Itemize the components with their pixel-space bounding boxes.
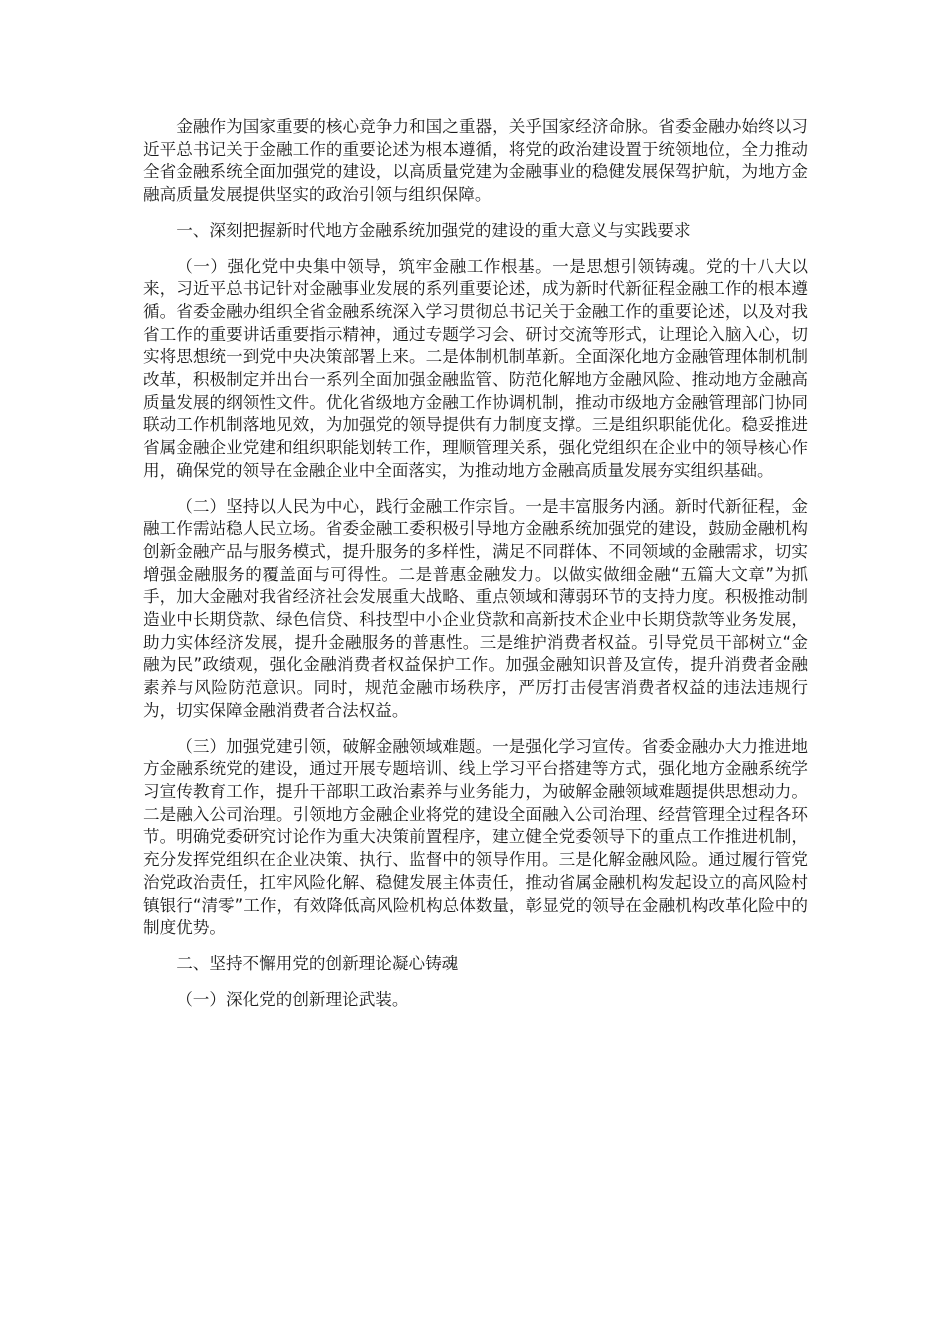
section-heading-1: 一、深刻把握新时代地方金融系统加强党的建设的重大意义与实践要求: [176, 220, 691, 240]
subsection-heading-2-1: （一）深化党的创新理论武装。: [176, 989, 409, 1009]
section-heading-2: 二、坚持不懈用党的创新理论凝心铸魂: [176, 953, 459, 973]
subsection-paragraph-1-3: （三）加强党建引领，破解金融领域难题。一是强化学习宣传。省委金融办大力推进地方金融系统党的建设，通过开展专题培训、线上学习平台搭建等方式，强化地方金融系统学习宣传教育工作，提升干部职工政治素养与业务能力，为破解金融领域难题提供思想动力。二是融入公司治理。引领地方金融企业将党的建设全面融入公司治理、经营管理全过程各环节。明确党委研究讨论作为重大决策前置程序，建立健全党委领导下的重点工作推进机制，充分发挥党组织在企业决策、执行、监督中的领导作用。三是化解金融风险。通过履行管党治党政治责任，扛牢风险化解、稳健发展主体责任，推动省属金融机构发起设立的高风险村镇银行“清零”工作，有效降低高风险机构总体数量，彰显党的领导在金融机构改革化险中的制度优势。: [143, 736, 808, 938]
subsection-paragraph-1-1: （一）强化党中央集中领导，筑牢金融工作根基。一是思想引领铸魂。党的十八大以来，习近平总书记针对金融事业发展的系列重要论述，成为新时代新征程金融工作的根本遵循。省委金融办组织全省金融系统深入学习贯彻总书记关于金融工作的重要论述，以及对我省工作的重要讲话重要指示精神，通过专题学习会、研讨交流等形式，让理论入脑入心，切实将思想统一到党中央决策部署上来。二是体制机制革新。全面深化地方金融管理体制机制改革，积极制定并出台一系列全面加强金融监管、防范化解地方金融风险、推动地方金融高质量发展的纲领性文件。优化省级地方金融工作协调机制，推动市级地方金融管理部门协同联动工作机制落地见效，为加强党的领导提供有力制度支撑。三是组织职能优化。稳妥推进省属金融企业党建和组织职能划转工作，理顺管理关系，强化党组织在企业中的领导核心作用，确保党的领导在金融企业中全面落实，为推动地方金融高质量发展夯实组织基础。: [143, 256, 808, 480]
document-page: [143, 116, 808, 1024]
intro-paragraph: 金融作为国家重要的核心竞争力和国之重器，关乎国家经济命脉。省委金融办始终以习近平总书记关于金融工作的重要论述为根本遵循，将党的政治建设置于统领地位，全力推动全省金融系统全面加强党的建设，以高质量党建为金融事业的稳健发展保驾护航，为地方金融高质量发展提供坚实的政治引领与组织保障。: [143, 117, 808, 205]
subsection-paragraph-1-2: （二）坚持以人民为中心，践行金融工作宗旨。一是丰富服务内涵。新时代新征程，金融工作需站稳人民立场。省委金融工委积极引导地方金融系统加强党的建设，鼓励金融机构创新金融产品与服务模式，提升服务的多样性，满足不同群体、不同领域的金融需求，切实增强金融服务的覆盖面与可得性。二是普惠金融发力。以做实做细金融“五篇大文章”为抓手，加大金融对我省经济社会发展重大战略、重点领域和薄弱环节的支持力度。积极推动制造业中长期贷款、绿色信贷、科技型中小企业贷款和高新技术企业中长期贷款等业务发展，助力实体经济发展，提升金融服务的普惠性。三是维护消费者权益。引导党员干部树立“金融为民”政绩观，强化金融消费者权益保护工作。加强金融知识普及宣传，提升消费者金融素养与风险防范意识。同时，规范金融市场秩序，严厉打击侵害消费者权益的违法违规行为，切实保障金融消费者合法权益。: [143, 496, 808, 720]
